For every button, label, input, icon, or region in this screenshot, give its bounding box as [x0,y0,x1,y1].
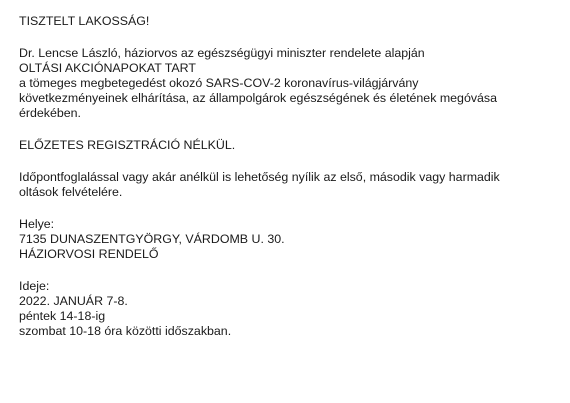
booking-line: oltások felvételére. [19,185,123,199]
intro-line: érdekében. [19,106,82,120]
location-block [19,217,564,262]
schedule-block [19,279,564,339]
location-label: Helye: [19,217,55,231]
intro-line: Dr. Lencse László, háziorvos az egészségügyi miniszter rendelete alapján [19,46,425,60]
schedule-friday: péntek 14-18-ig [19,309,106,323]
intro-line: a tömeges megbetegedést okozó SARS-COV-2 koronavírus-világjárvány [19,76,419,90]
schedule-saturday: szombat 10-18 óra közötti időszakban. [19,324,232,338]
intro-paragraph [19,46,564,121]
schedule-label: Ideje: [19,279,50,293]
schedule-date: 2022. JANUÁR 7-8. [19,294,128,308]
no-registration-notice: ELŐZETES REGISZTRÁCIÓ NÉLKÜL. [19,138,236,152]
location-address: 7135 DUNASZENTGYÖRGY, VÁRDOMB U. 30. [19,232,285,246]
notice-document [19,14,564,339]
location-place: HÁZIORVOSI RENDELŐ [19,247,159,261]
intro-line: következményeinek elhárítása, az állampolgárok egészségének és életének megóvása [19,91,498,105]
notice-heading: TISZTELT LAKOSSÁG! [19,14,150,28]
booking-line: Időpontfoglalással vagy akár anélkül is lehetőség nyílik az első, második vagy harmadik [19,170,500,184]
booking-paragraph [19,170,564,200]
intro-line: OLTÁSI AKCIÓNAPOKAT TART [19,61,196,75]
